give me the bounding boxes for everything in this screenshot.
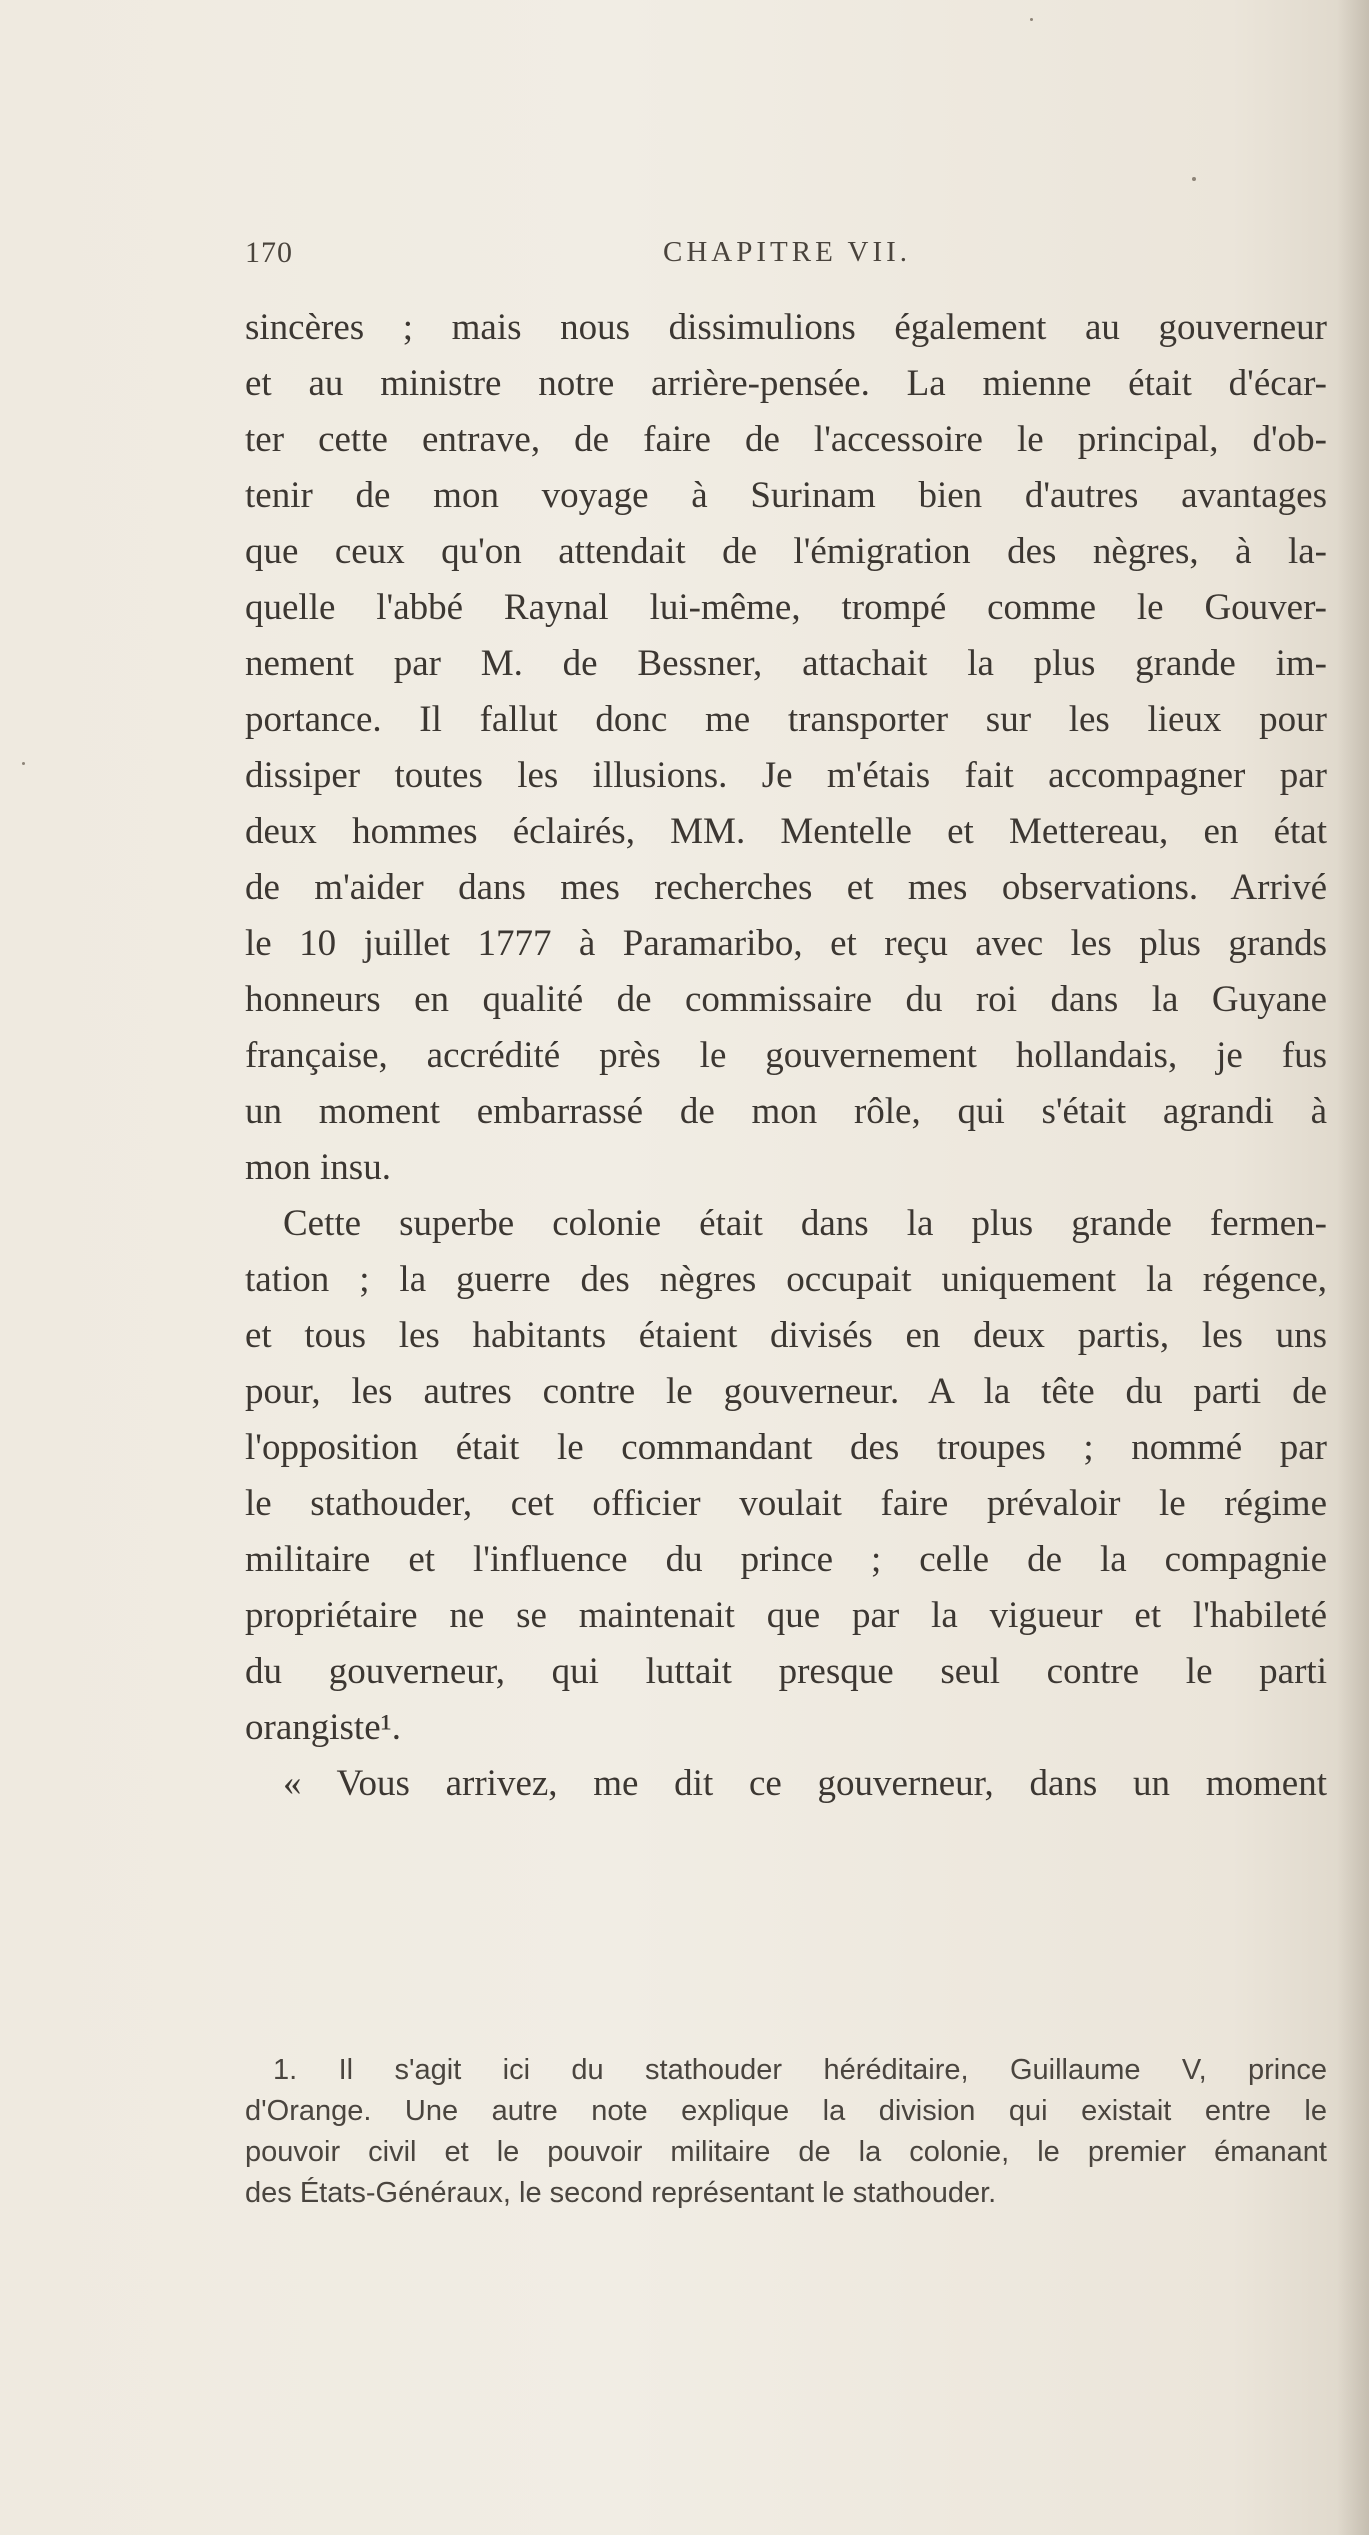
paper-speck [1030, 18, 1033, 21]
page-edge-shadow [1337, 0, 1369, 2535]
text-line: un moment embarrassé de mon rôle, qui s'était agrandi à [245, 1091, 1327, 1132]
text-line: tenir de mon voyage à Surinam bien d'autres avantages [245, 475, 1327, 516]
text-line: le stathouder, cet officier voulait faire prévaloir le régime [245, 1483, 1327, 1524]
text-line: quelle l'abbé Raynal lui-même, trompé comme le Gouver- [245, 587, 1327, 628]
text-line: propriétaire ne se maintenait que par la vigueur et l'habileté [245, 1595, 1327, 1636]
text-line: portance. Il fallut donc me transporter sur les lieux pour [245, 699, 1327, 740]
text-line: de m'aider dans mes recherches et mes observations. Arrivé [245, 867, 1327, 908]
footnote-line: pouvoir civil et le pouvoir militaire de la colonie, le premier émanant [245, 2136, 1327, 2168]
text-line: honneurs en qualité de commissaire du roi dans la Guyane [245, 979, 1327, 1020]
footnote-line: 1. Il s'agit ici du stathouder héréditaire, Guillaume V, prince [273, 2054, 1327, 2086]
text-line: du gouverneur, qui luttait presque seul contre le parti [245, 1651, 1327, 1692]
text-line: pour, les autres contre le gouverneur. A la tête du parti de [245, 1371, 1327, 1412]
footnote-line: d'Orange. Une autre note explique la division qui existait entre le [245, 2095, 1327, 2127]
text-line: française, accrédité près le gouvernement hollandais, je fus [245, 1035, 1327, 1076]
body-text [245, 300, 1327, 1812]
text-line: tation ; la guerre des nègres occupait uniquement la régence, [245, 1259, 1327, 1300]
text-line: et tous les habitants étaient divisés en deux partis, les uns [245, 1315, 1327, 1356]
text-line: le 10 juillet 1777 à Paramaribo, et reçu avec les plus grands [245, 923, 1327, 964]
text-line: militaire et l'influence du prince ; celle de la compagnie [245, 1539, 1327, 1580]
footnote [245, 2050, 1327, 2214]
paper-speck [22, 762, 25, 765]
text-line: nement par M. de Bessner, attachait la plus grande im- [245, 643, 1327, 684]
text-line: mon insu. [245, 1147, 391, 1188]
text-line: orangiste¹. [245, 1707, 401, 1748]
text-line: deux hommes éclairés, MM. Mentelle et Mettereau, en état [245, 811, 1327, 852]
running-head: CHAPITRE VII. [663, 236, 912, 268]
paper-speck [1192, 177, 1196, 181]
paragraph-2 [245, 1196, 1327, 1756]
text-line: et au ministre notre arrière-pensée. La mienne était d'écar- [245, 363, 1327, 404]
text-line: dissiper toutes les illusions. Je m'étais fait accompagner par [245, 755, 1327, 796]
text-line: que ceux qu'on attendait de l'émigration des nègres, à la- [245, 531, 1327, 572]
text-line: l'opposition était le commandant des troupes ; nommé par [245, 1427, 1327, 1468]
page-number: 170 [245, 236, 293, 269]
paragraph-3 [245, 1756, 1327, 1812]
text-line: sincères ; mais nous dissimulions également au gouverneur [245, 307, 1327, 348]
text-line: ter cette entrave, de faire de l'accessoire le principal, d'ob- [245, 419, 1327, 460]
paragraph-1 [245, 300, 1327, 1196]
page-header [245, 236, 1325, 276]
text-line: « Vous arrivez, me dit ce gouverneur, dans un moment [283, 1763, 1327, 1804]
text-line: Cette superbe colonie était dans la plus grande fermen- [283, 1203, 1327, 1244]
footnote-line: des États-Généraux, le second représentant le stathouder. [245, 2177, 997, 2209]
